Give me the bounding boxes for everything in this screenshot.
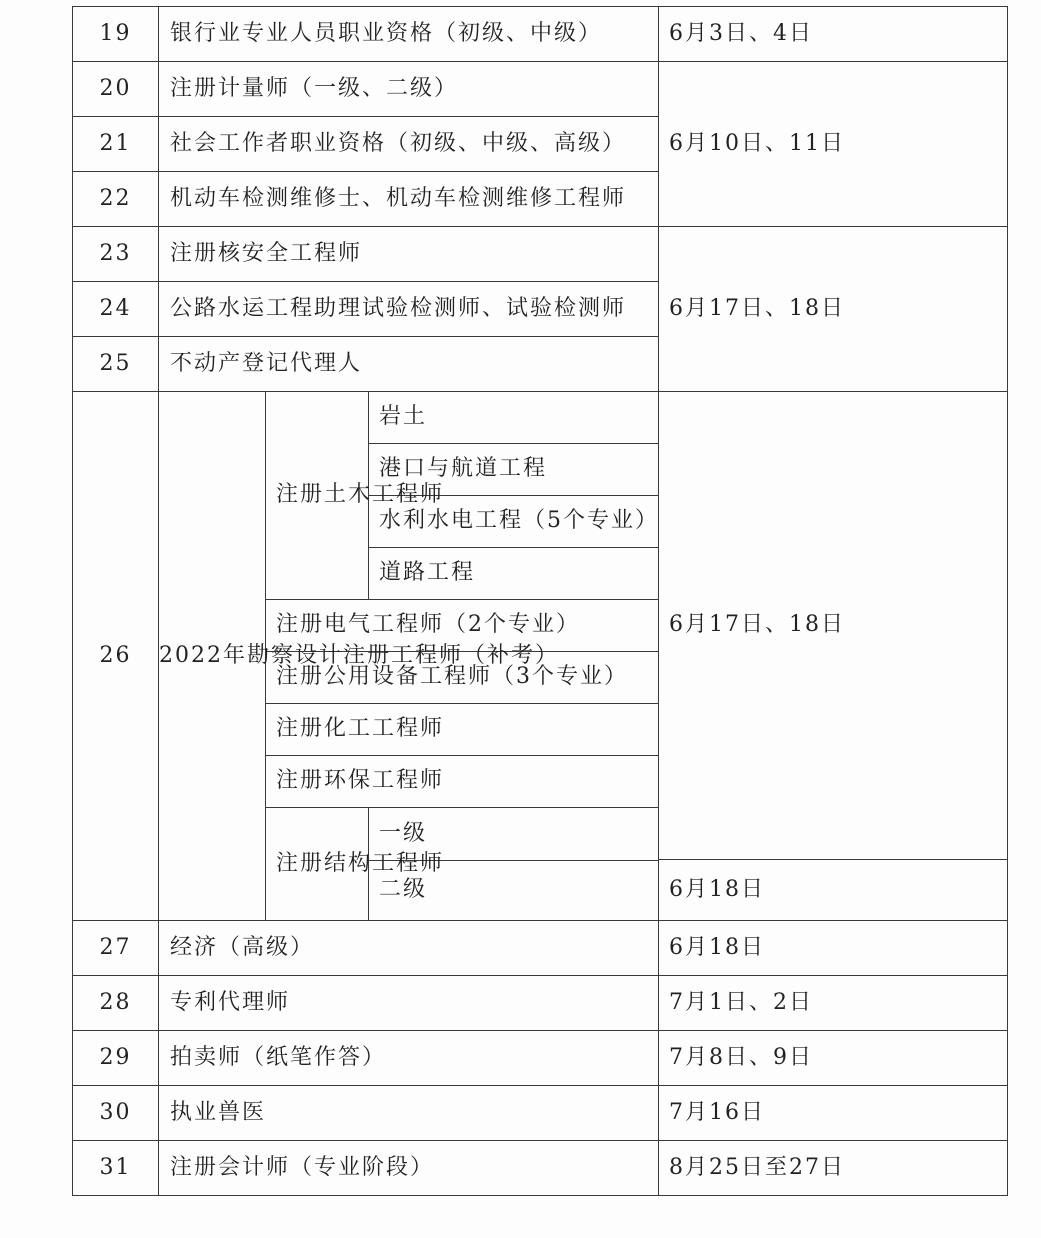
exam-name: 社会工作者职业资格（初级、中级、高级） (159, 117, 659, 172)
exam-schedule-table (72, 6, 1008, 1196)
row-number: 29 (73, 1031, 159, 1086)
civil-sub-water: 水利水电工程（5个专业） (369, 496, 659, 548)
table-row (73, 1141, 1008, 1196)
exam-date: 6月17日、18日 (659, 392, 1008, 860)
exam-date: 6月10日、11日 (659, 62, 1008, 227)
civil-sub-geotech: 岩土 (369, 392, 659, 444)
row-number: 22 (73, 172, 159, 227)
row-number: 24 (73, 282, 159, 337)
row-number: 23 (73, 227, 159, 282)
row-number: 26 (73, 392, 159, 921)
table-row (73, 1086, 1008, 1141)
exam-date: 6月18日 (659, 860, 1008, 921)
table-row (73, 976, 1008, 1031)
exam-name: 经济（高级） (159, 921, 659, 976)
row-number: 25 (73, 337, 159, 392)
exam-date: 6月3日、4日 (659, 7, 1008, 62)
exam-date: 7月1日、2日 (659, 976, 1008, 1031)
row-number: 20 (73, 62, 159, 117)
exam-date: 7月8日、9日 (659, 1031, 1008, 1086)
exam-name: 注册计量师（一级、二级） (159, 62, 659, 117)
electrical-engineer: 注册电气工程师（2个专业） (266, 600, 659, 652)
exam-name: 注册核安全工程师 (159, 227, 659, 282)
exam-name: 不动产登记代理人 (159, 337, 659, 392)
utility-engineer: 注册公用设备工程师（3个专业） (266, 652, 659, 704)
row-number: 31 (73, 1141, 159, 1196)
table-row (73, 392, 1008, 444)
chemical-engineer: 注册化工工程师 (266, 704, 659, 756)
table-row (73, 921, 1008, 976)
exam-name: 机动车检测维修士、机动车检测维修工程师 (159, 172, 659, 227)
exam-name-multiline: 2022年勘察设计注册工程师（补考） (159, 392, 266, 921)
row-number: 30 (73, 1086, 159, 1141)
exam-name: 银行业专业人员职业资格（初级、中级） (159, 7, 659, 62)
row-number: 27 (73, 921, 159, 976)
structural-engineer-label: 注册结构工程师 (266, 808, 369, 921)
row-number: 28 (73, 976, 159, 1031)
exam-date: 6月17日、18日 (659, 227, 1008, 392)
exam-date: 6月18日 (659, 921, 1008, 976)
civil-sub-port: 港口与航道工程 (369, 444, 659, 496)
table-row (73, 62, 1008, 117)
table-row (73, 227, 1008, 282)
row-number: 21 (73, 117, 159, 172)
table-row (73, 7, 1008, 62)
civil-sub-road: 道路工程 (369, 548, 659, 600)
structural-level-2: 二级 (369, 861, 659, 921)
environmental-engineer: 注册环保工程师 (266, 756, 659, 808)
structural-level-1: 一级 (369, 808, 659, 861)
civil-engineer-label: 注册土木工程师 (266, 392, 369, 600)
exam-name: 专利代理师 (159, 976, 659, 1031)
exam-date: 8月25日至27日 (659, 1141, 1008, 1196)
table-row (73, 1031, 1008, 1086)
exam-date: 7月16日 (659, 1086, 1008, 1141)
exam-name: 执业兽医 (159, 1086, 659, 1141)
row-number: 19 (73, 7, 159, 62)
exam-name: 拍卖师（纸笔作答） (159, 1031, 659, 1086)
exam-name: 注册会计师（专业阶段） (159, 1141, 659, 1196)
exam-name: 公路水运工程助理试验检测师、试验检测师 (159, 282, 659, 337)
